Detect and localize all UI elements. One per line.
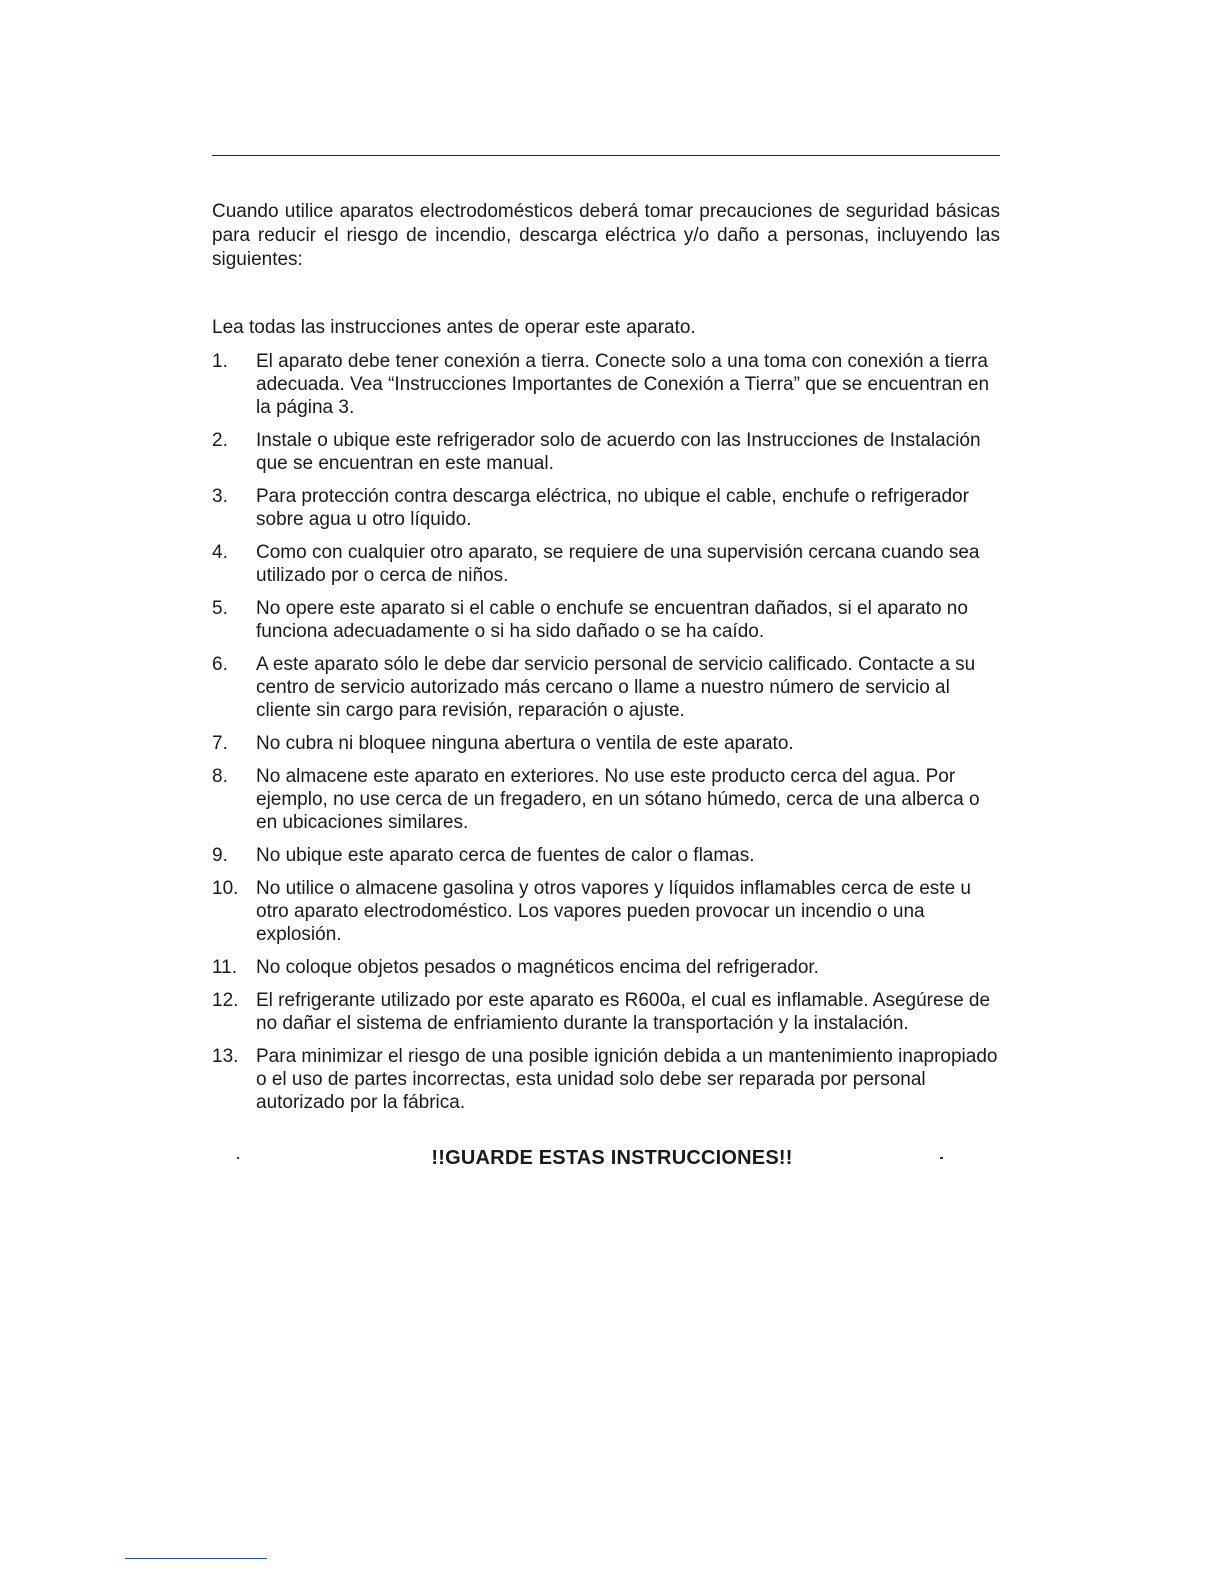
- item-number: 5.: [212, 598, 228, 619]
- item-text: No opere este aparato si el cable o enchufe se encuentran dañados, si el aparato no funciona adecuadamente o si ha sido dañado o se ha caído.: [256, 598, 968, 642]
- list-item: [212, 597, 1000, 643]
- item-number: 2.: [212, 430, 228, 451]
- item-number: 12.: [212, 990, 239, 1011]
- item-number: 4.: [212, 542, 228, 563]
- save-instructions-heading: !!GUARDE ESTAS INSTRUCCIONES!!: [431, 1147, 793, 1169]
- item-text: No cubra ni bloquee ninguna abertura o ventila de este aparato.: [256, 733, 794, 754]
- list-item: [212, 956, 1000, 979]
- item-number: 13.: [212, 1046, 239, 1067]
- list-item: [212, 541, 1000, 587]
- item-number: 8.: [212, 766, 228, 787]
- item-text: El refrigerante utilizado por este aparato es R600a, el cual es inflamable. Asegúrese de no dañar el sistema de enfriamiento durante la transportación y la instalación.: [256, 990, 991, 1034]
- item-text: Como con cualquier otro aparato, se requiere de una supervisión cercana cuando sea utilizado por o cerca de niños.: [256, 542, 980, 586]
- stray-mark-right: [940, 1157, 943, 1159]
- safety-instructions-list: [212, 350, 1000, 1124]
- list-item: [212, 485, 1000, 531]
- item-text: No utilice o almacene gasolina y otros vapores y líquidos inflamables cerca de este u otro aparato electrodoméstico. Los vapores pueden provocar un incendio o una explosión.: [256, 878, 971, 945]
- item-text: No coloque objetos pesados o magnéticos encima del refrigerador.: [256, 957, 819, 978]
- item-number: 1.: [212, 351, 228, 372]
- list-item: [212, 1045, 1000, 1114]
- item-number: 3.: [212, 486, 228, 507]
- list-item: [212, 765, 1000, 834]
- header-divider: [212, 155, 1000, 156]
- list-item: [212, 989, 1000, 1035]
- list-item: [212, 732, 1000, 755]
- item-text: Para protección contra descarga eléctrica, no ubique el cable, enchufe o refrigerador sobre agua u otro líquido.: [256, 486, 969, 530]
- item-text: A este aparato sólo le debe dar servicio personal de servicio calificado. Contacte a su centro de servicio autorizado más cercano o llame a nuestro número de servicio al cliente sin cargo para revisión, reparación o ajuste.: [256, 654, 976, 721]
- item-number: 11.: [212, 957, 238, 978]
- item-number: 10.: [212, 878, 239, 899]
- list-item: [212, 350, 1000, 419]
- item-text: Instale o ubique este refrigerador solo de acuerdo con las Instrucciones de Instalación que se encuentran en este manual.: [256, 430, 981, 474]
- item-text: No almacene este aparato en exteriores. No use este producto cerca del agua. Por ejemplo, no use cerca de un fregadero, en un sótano húmedo, cerca de una alberca o en ubicaciones similares.: [256, 766, 980, 833]
- list-item: [212, 844, 1000, 867]
- item-number: 6.: [212, 654, 228, 675]
- item-number: 9.: [212, 845, 228, 866]
- item-text: No ubique este aparato cerca de fuentes de calor o flamas.: [256, 845, 755, 866]
- item-number: 7.: [212, 733, 228, 754]
- list-item: [212, 877, 1000, 946]
- intro-paragraph: Cuando utilice aparatos electrodomésticos deberá tomar precauciones de seguridad básicas para reducir el riesgo de incendio, descarga eléctrica y/o daño a personas, incluyendo las siguientes:: [212, 201, 1000, 270]
- item-text: Para minimizar el riesgo de una posible ignición debida a un mantenimiento inapropiado o el uso de partes incorrectas, esta unidad solo debe ser reparada por personal autorizado por la fábrica.: [256, 1046, 998, 1113]
- list-item: [212, 653, 1000, 722]
- footer-divider: [125, 1558, 267, 1559]
- item-text: El aparato debe tener conexión a tierra. Conecte solo a una toma con conexión a tierra adecuada. Vea “Instrucciones Importantes de Conexión a Tierra” que se encuentran en la página 3.: [256, 351, 990, 418]
- lead-sentence: Lea todas las instrucciones antes de operar este aparato.: [212, 317, 696, 338]
- list-item: [212, 429, 1000, 475]
